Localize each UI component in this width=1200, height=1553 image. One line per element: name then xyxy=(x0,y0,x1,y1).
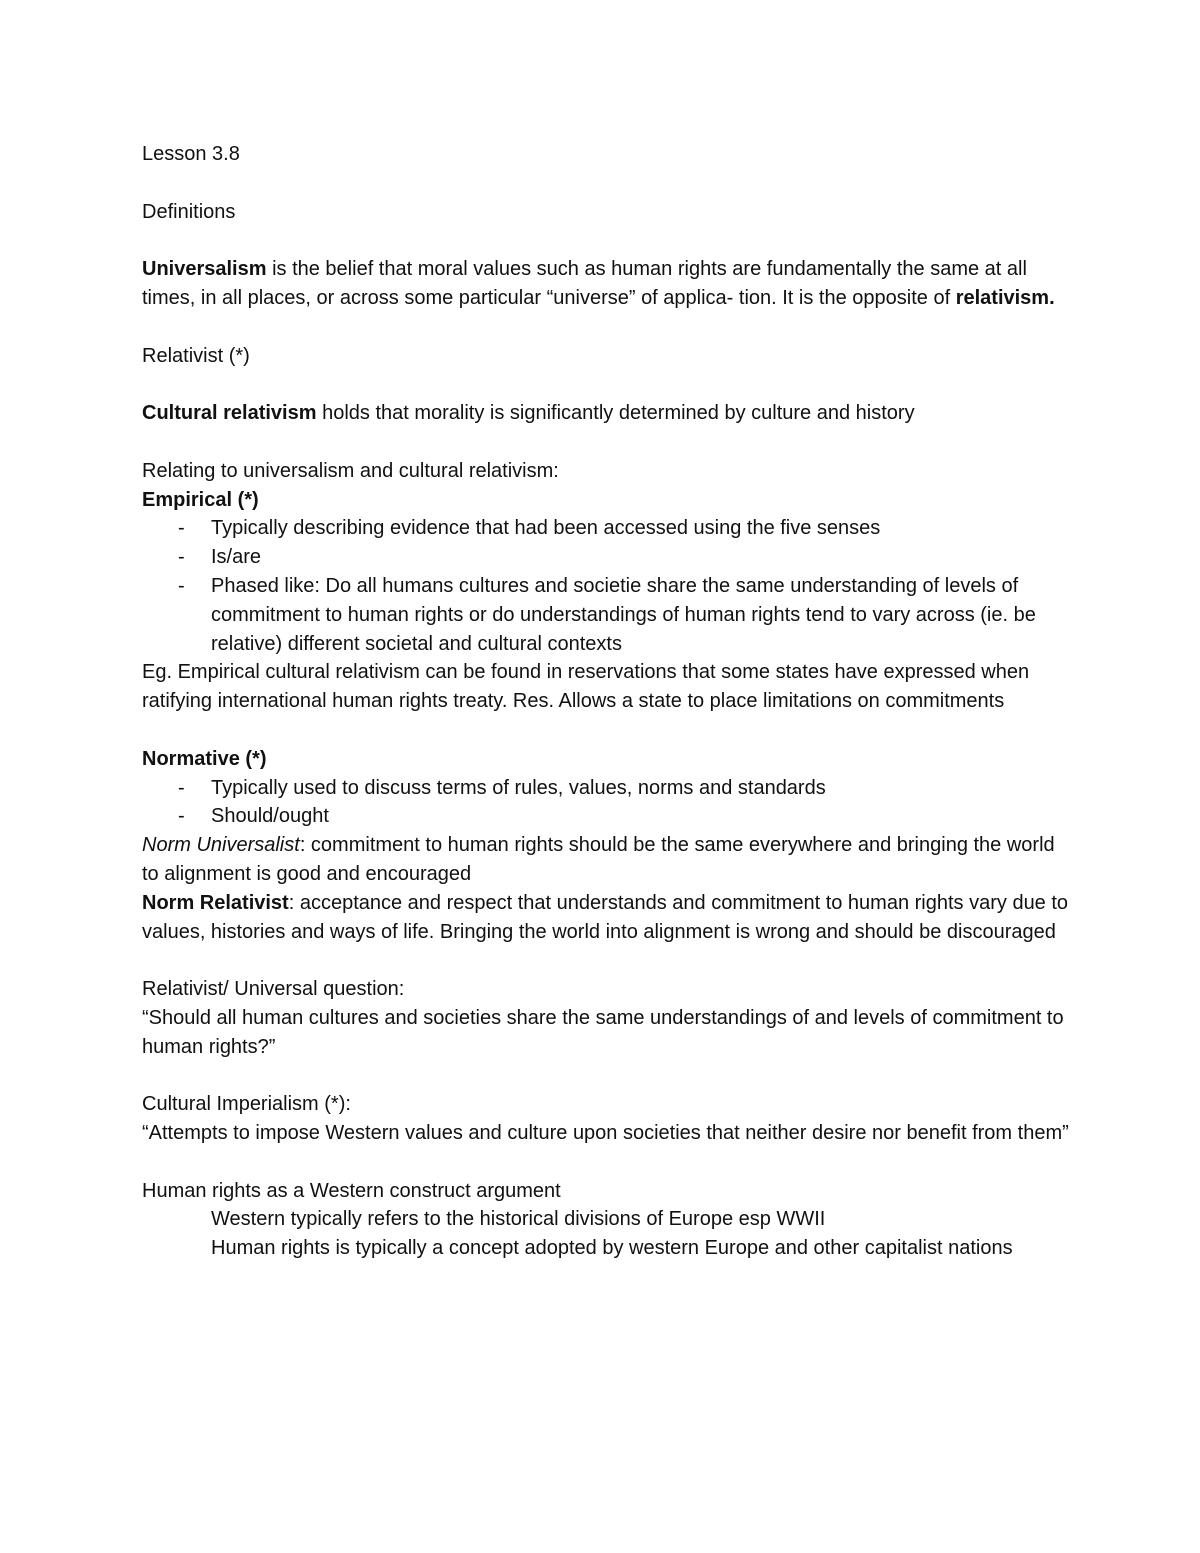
list-item xyxy=(178,572,1072,658)
norm-universalist-term: Norm Universalist xyxy=(142,834,300,857)
empirical-heading xyxy=(142,486,1072,515)
list-item-text: Typically describing evidence that had been accessed using the five senses xyxy=(211,517,881,540)
list-item xyxy=(178,802,1072,831)
empirical-example: Eg. Empirical cultural relativism can be found in reservations that some states have expressed when ratifying international human rights treaty. Res. Allows a state to place limitations on commitments xyxy=(142,661,1030,713)
cultural-relativism-paragraph xyxy=(142,399,1072,428)
universalism-paragraph xyxy=(142,255,1072,313)
definitions-heading: Definitions xyxy=(142,200,236,223)
empirical-list xyxy=(142,514,1072,658)
list-item xyxy=(178,774,1072,803)
norm-relativist-text: : acceptance and respect that understands and commitment to human rights vary due to values, histories and ways of life. Bringing the world into alignment is wrong and should be discouraged xyxy=(142,891,1069,943)
cultural-relativism-term: Cultural relativism xyxy=(142,402,317,425)
norm-relativist-paragraph xyxy=(142,889,1072,947)
normative-list xyxy=(142,774,1072,832)
imperialism-text: “Attempts to impose Western values and culture upon societies that neither desire nor benefit from them” xyxy=(142,1122,1069,1145)
cultural-relativism-text: holds that morality is significantly determined by culture and history xyxy=(316,402,915,425)
western-line: Western typically refers to the historical divisions of Europe esp WWII xyxy=(211,1208,826,1231)
western-line: Human rights is typically a concept adopted by western Europe and other capitalist nations xyxy=(211,1237,1013,1260)
list-item xyxy=(178,514,1072,543)
imperialism-heading: Cultural Imperialism (*): xyxy=(142,1093,351,1116)
normative-heading xyxy=(142,745,1072,774)
dash-bullet: - xyxy=(178,517,185,540)
document-body xyxy=(142,140,1072,1263)
normative-heading-text: Normative (*) xyxy=(142,747,267,770)
norm-relativist-term: Norm Relativist xyxy=(142,891,289,914)
question-heading: Relativist/ Universal question: xyxy=(142,978,405,1001)
norm-universalist-paragraph xyxy=(142,831,1072,889)
universalism-text: is the belief that moral values such as human rights are fundamentally the same at all times, in all places, or across some particular “universe” of applica- tion. It is the opposite of xyxy=(142,258,1027,309)
universalism-term: Universalism xyxy=(142,258,267,281)
list-item-text: Typically used to discuss terms of rules, values, norms and standards xyxy=(211,776,826,799)
empirical-heading-text: Empirical (*) xyxy=(142,488,259,511)
list-item-text: Phased like: Do all humans cultures and societie share the same understanding of levels of commitment to human rights or do understandings of human rights tend to vary across (ie. be relative) different societal and cultural contexts xyxy=(211,574,1036,655)
western-heading: Human rights as a Western construct argument xyxy=(142,1179,561,1202)
dash-bullet: - xyxy=(178,805,185,828)
relating-heading: Relating to universalism and cultural relativism: xyxy=(142,459,559,482)
dash-bullet: - xyxy=(178,574,185,597)
relativist-heading: Relativist (*) xyxy=(142,344,250,367)
list-item-text: Should/ought xyxy=(211,805,329,828)
list-item-text: Is/are xyxy=(211,546,262,569)
norm-universalist-text: : commitment to human rights should be the same everywhere and bringing the world to alignment is good and encouraged xyxy=(142,834,1055,885)
dash-bullet: - xyxy=(178,546,185,569)
list-item xyxy=(178,543,1072,572)
question-text: “Should all human cultures and societies share the same understandings of and levels of commitment to human rights?” xyxy=(142,1006,1064,1058)
relativism-term: relativism. xyxy=(955,286,1055,309)
dash-bullet: - xyxy=(178,776,185,799)
lesson-title: Lesson 3.8 xyxy=(142,143,240,165)
